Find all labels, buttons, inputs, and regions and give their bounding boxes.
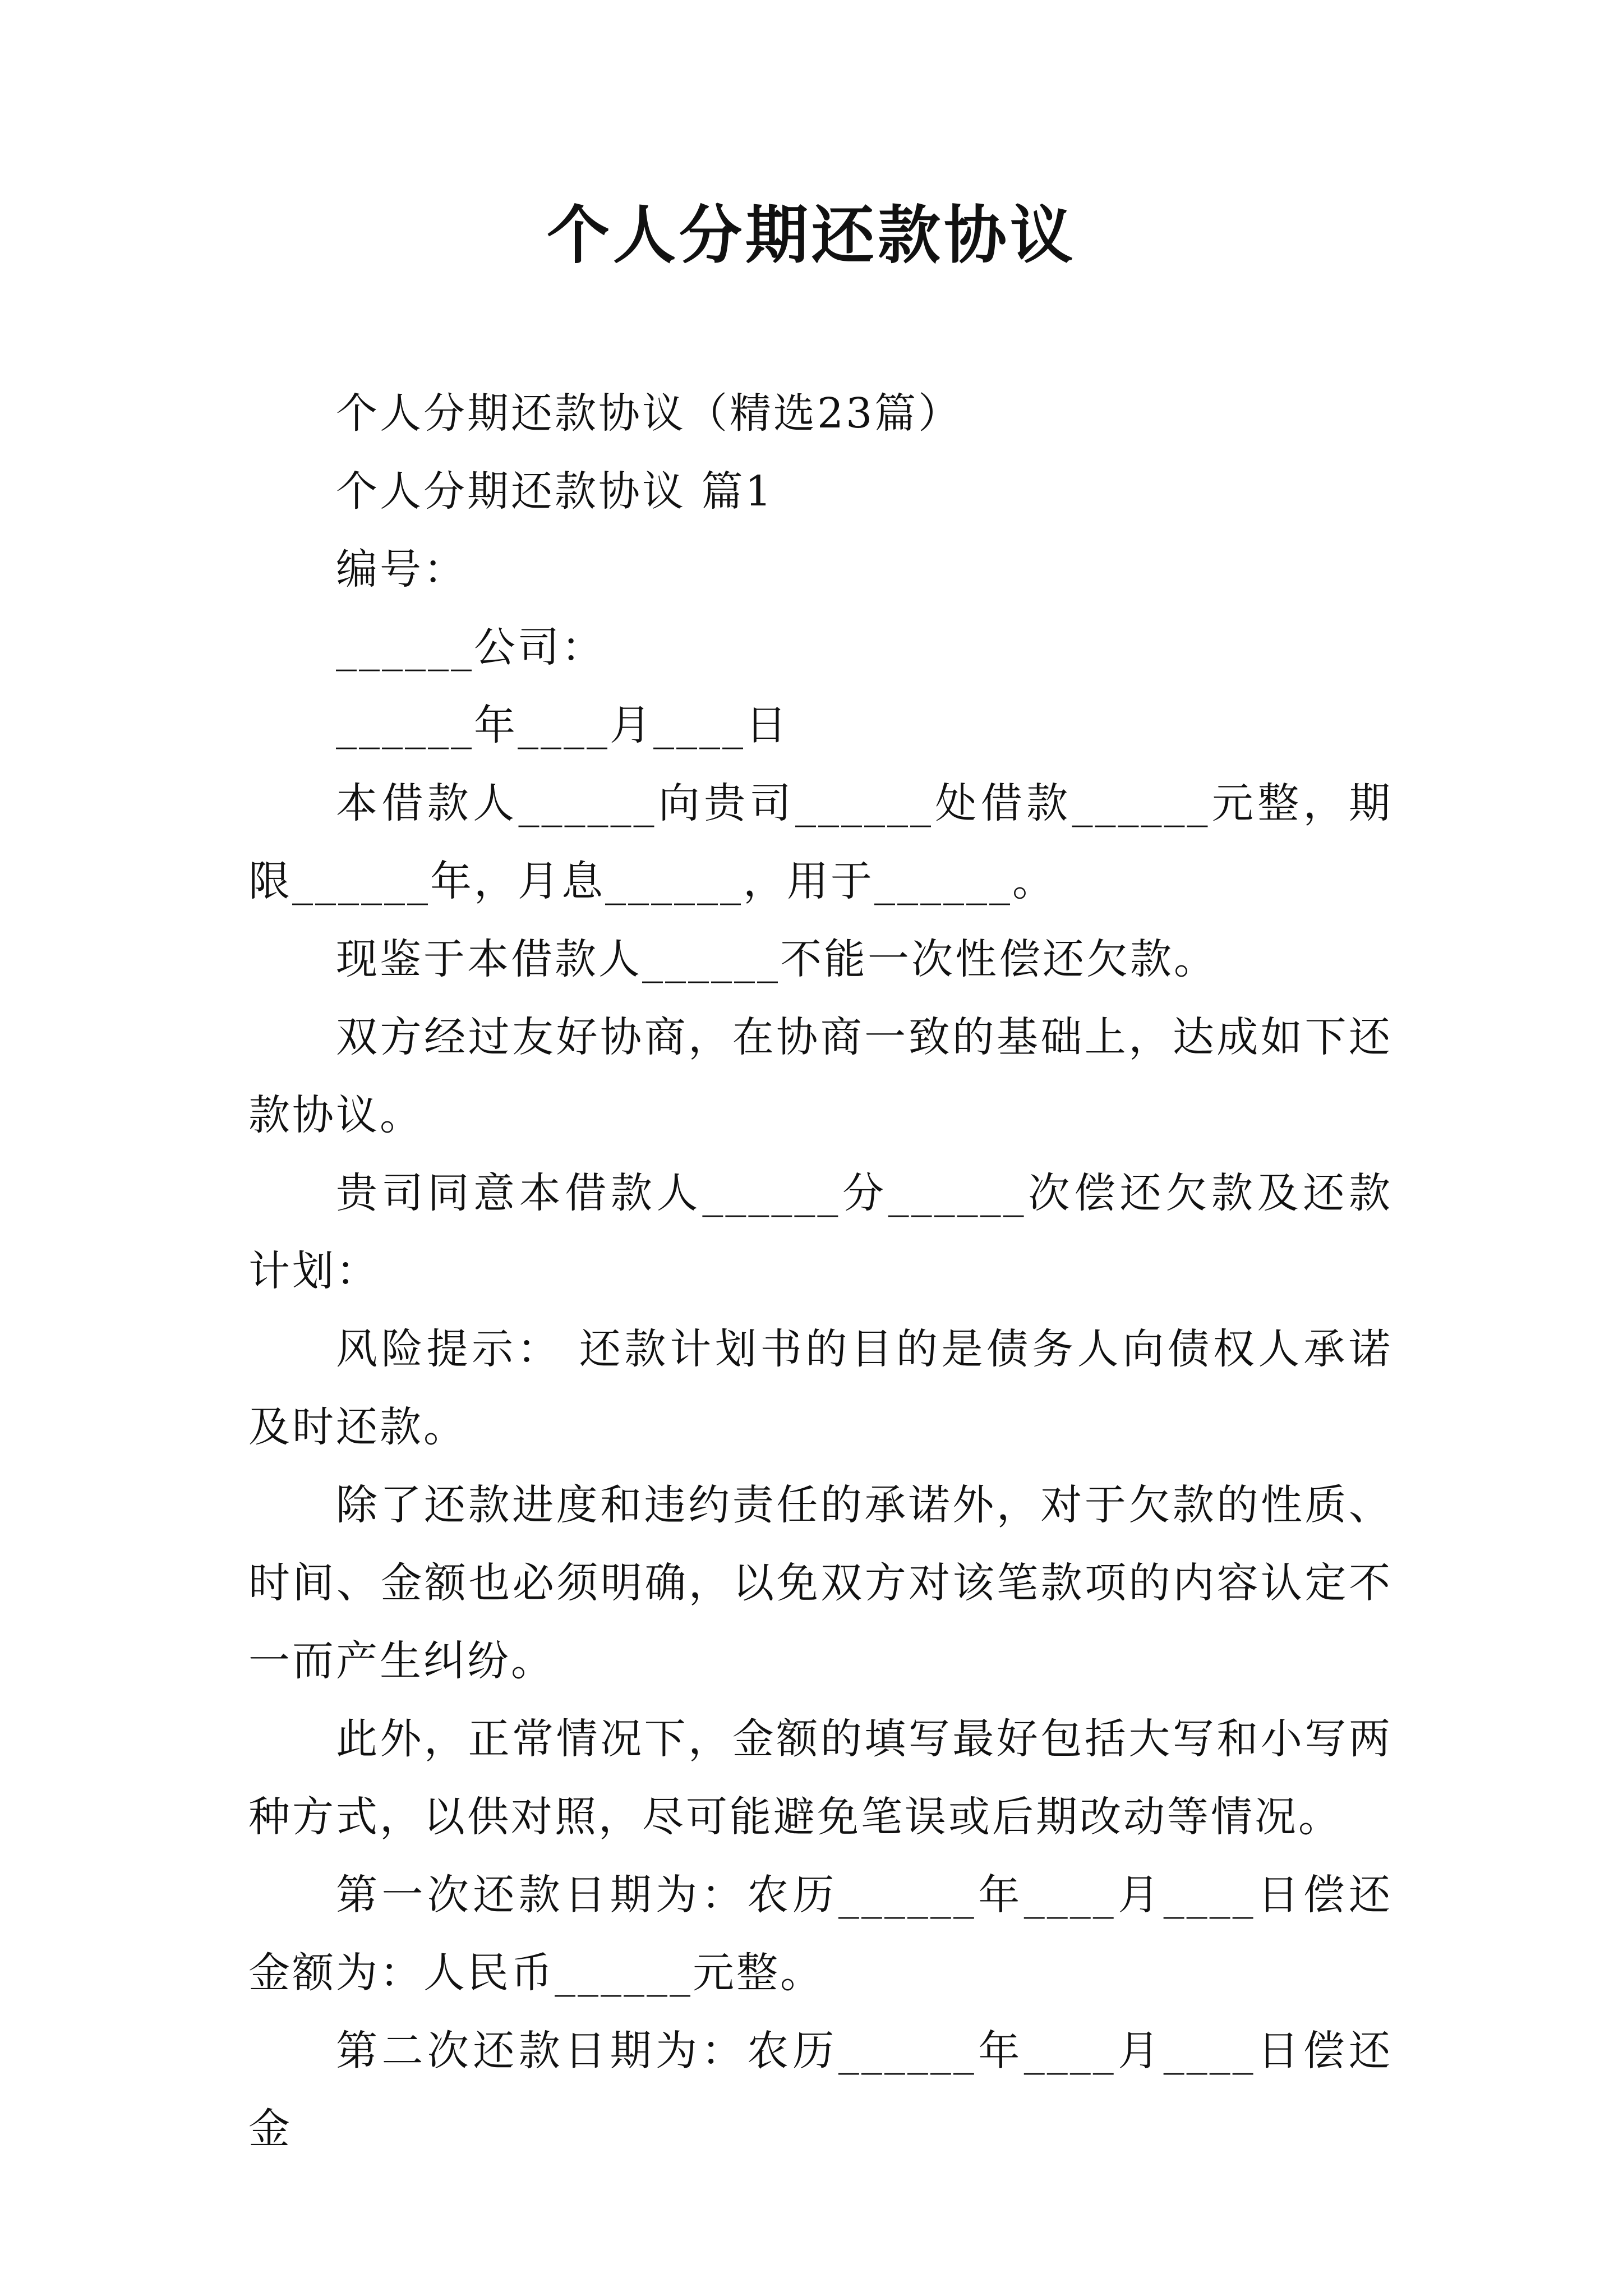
document-body (248, 375, 1393, 2168)
paragraph-section-heading: 个人分期还款协议 篇1 (336, 467, 774, 516)
paragraph-inability: 现鉴于本借款人______不能一次性偿还欠款。 (336, 935, 1218, 983)
document-title: 个人分期还款协议 (547, 199, 1076, 272)
paragraph-negotiation: 双方经过友好协商，在协商一致的基础上，达成如下还款协议。 (248, 1013, 1393, 1139)
paragraph-commitment: 除了还款进度和违约责任的承诺外，对于欠款的性质、时间、金额也必须明确，以免双方对该笔款项的内容认定不一而产生纠纷。 (248, 1481, 1393, 1685)
paragraph-date: ______年____月____日 (336, 701, 789, 749)
paragraph-subtitle: 个人分期还款协议（精选23篇） (336, 389, 962, 438)
paragraph-second-payment: 第二次还款日期为：农历______年____月____日偿还金 (248, 2027, 1393, 2153)
paragraph-risk-notice: 风险提示： 还款计划书的目的是债务人向债权人承诺及时还款。 (248, 1325, 1393, 1451)
paragraph-installment-plan: 贵司同意本借款人______分______次偿还欠款及还款计划： (248, 1169, 1393, 1295)
paragraph-first-payment: 第一次还款日期为：农历______年____月____日偿还金额为：人民币______元整。 (248, 1871, 1393, 1997)
paragraph-loan-terms: 本借款人______向贵司______处借款______元整，期限______年，月息______，用于______。 (248, 779, 1393, 905)
paragraph-number: 编号： (336, 545, 467, 593)
paragraph-company: ______公司： (336, 623, 605, 671)
paragraph-amount-format: 此外，正常情况下，金额的填写最好包括大写和小写两种方式，以供对照，尽可能避免笔误或后期改动等情况。 (248, 1715, 1393, 1841)
